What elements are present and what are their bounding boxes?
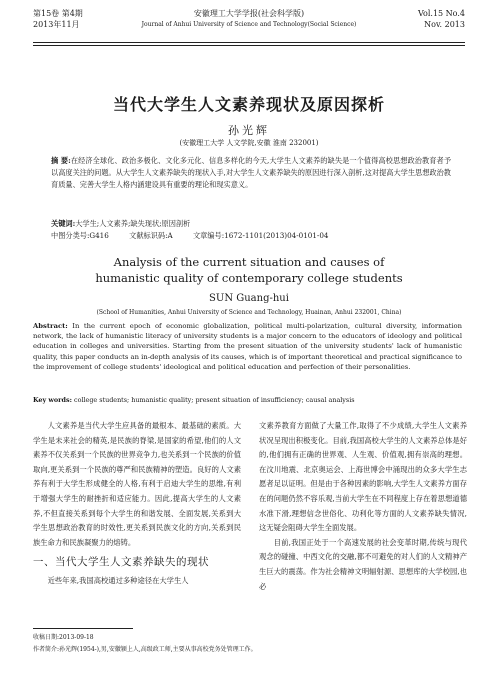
journal-name-cn: 安徽理工大学学报(社会科学版) [193, 9, 305, 18]
body-column-right [259, 419, 467, 594]
body-paragraph: 文素养教育方面做了大量工作,取得了不少成绩,大学生人文素养状况呈现出积极变化。目前,我国高校大学生的人文素养总体是好的,他们拥有正确的世界观、人生观、价值观,拥有崇高的理想。在汶川地震、北京奥运会、上海世博会中涌现出的众多大学生志愿者足以证明。但是由于各种因素的影响,大学生人文素养方面存在的问题仍然不容乐观,当前大学生在不同程度上存在着思想道德水准下滑,理想信念世俗化、功利化等方面的人文素养缺失情况,这无疑会阻碍大学生全面发展。 [259, 421, 467, 533]
author-affiliation: (安徽理工大学 人文学院,安徽 淮南 232001) [179, 139, 319, 147]
author-en: SUN Guang-hui [209, 293, 289, 304]
footnote-rule [33, 628, 133, 629]
section-heading: 一、当代大学生人文素养缺失的现状 [33, 556, 209, 569]
volume-issue-cn: 第15卷 第4期 [33, 9, 83, 18]
keywords-label: 关键词: [51, 219, 76, 228]
title-en [0, 254, 498, 286]
clc-number: 中图分类号:G416 [51, 231, 109, 240]
running-header [33, 8, 465, 42]
body-paragraph: 目前,我国正处于一个高速发展的社会变革时期,传统与现代观念的碰撞、中西文化的交融,都不可避免的对人们的人文精神产生巨大的震荡。作为社会精神文明辐射源、思想库的大学校园,也必 [259, 537, 467, 591]
article-title: 当代大学生人文素养现状及原因探析 [112, 95, 385, 114]
volume-issue-en: Vol.15 No.4 [418, 9, 465, 18]
author-name: 孙光辉 [228, 124, 270, 137]
abstract-en-label: Abstract: [33, 322, 68, 330]
body-paragraph: 近些年来,我国高校通过多种途径在大学生人 [47, 576, 189, 586]
date-en: Nov. 2013 [424, 20, 465, 29]
title-en-line2: humanistic quality of contemporary college students [95, 271, 403, 285]
abstract-text: 在经济全球化、政治多极化、文化多元化、信息多样化的今天,大学生人文素养的缺失是一个值得高校思想政治教育者予以高度关注的问题。从大学生人文素养缺失的现状入手,对大学生人文素养缺失的原因进行深入剖析,这对提高大学生思想政治教育质量、完善大学生人格内涵建设具有重要的理论和现实意义。 [51, 156, 452, 189]
abstract-en-text: In the current epoch of economic globalization, political multi-polarization, cultural diversity, information network, the lack of humanistic literacy of university students is a major concern to the educators of ideology and political education in colleges and universities. Starting from the present situation of the university students' lack of humanistic quality, this paper conducts an in-depth analysis of its causes, which is of important theoretical and practical significance to the improvement of college students' ideological and political education and perfection of their personalities. [33, 322, 462, 371]
article-number: 文章编号:1672-1101(2013)04-0101-04 [192, 231, 329, 240]
abstract-label: 摘 要: [51, 156, 71, 165]
body-paragraph: 人文素养是当代大学生应具备的最根本、最基础的素质。大学生是未来社会的精英,是民族的脊梁,是国家的希望,他们的人文素养不仅关系到一个民族的世界竞争力,也关系到一个民族的价值取向,更关系到一个民族的尊严和民族精神的塑造。良好的人文素养有利于大学生形成健全的人格,有利于启迪大学生的思维,有利于增强大学生的耐挫折和适应能力。因此,提高大学生的人文素养,不但直接关系到每个大学生的和谐发展、全面发展,关系到大学生思想政治教育的时效性,更关系到民族文化的方向,关系到民族生命力和民族凝聚力的熔铸。 [33, 421, 241, 547]
date-cn: 2013年11月 [33, 20, 80, 29]
abstract-cn [51, 155, 451, 191]
header-rule-thick [33, 42, 465, 43]
keywords-cn [51, 218, 451, 229]
body-column-left [33, 419, 241, 589]
keywords-text: 大学生;人文素养;缺失现状;原因剖析 [75, 219, 191, 228]
footnote-author-info: 作者简介:孙光辉(1954-),男,安徽颍上人,高级政工师,主要从事高校党务处管理工作。 [33, 646, 257, 653]
keywords-en-text: college students; humanistic quality; present situation of insufficiency; causal analysis [74, 396, 355, 404]
affiliation-en: (School of Humanities, Anhui University of Science and Technology, Huainan, Anhui 232001, China) [96, 309, 402, 316]
title-en-line1: Analysis of the current situation and causes of [113, 255, 385, 269]
header-center [33, 8, 465, 30]
journal-name-en: Journal of Anhui University of Science and Technology(Social Science) [141, 21, 357, 28]
header-right [418, 8, 465, 30]
keywords-en-label: Key words: [33, 396, 72, 404]
header-rule-thin [33, 45, 465, 46]
classification-line [51, 230, 451, 241]
keywords-en [33, 395, 462, 405]
footnote-received: 收稿日期:2013-09-18 [33, 634, 94, 641]
document-code: 文献标识码:A [129, 231, 173, 240]
abstract-en [33, 321, 462, 372]
